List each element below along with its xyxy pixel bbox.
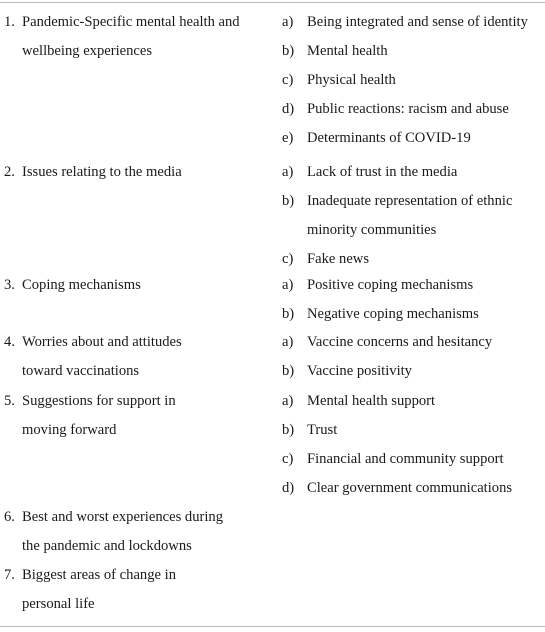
theme-7 [4, 561, 176, 619]
subtheme-marker: c) [282, 251, 294, 267]
theme-4 [4, 328, 182, 386]
subthemes-2 [282, 158, 512, 274]
theme-text: Issues relating to the media [22, 164, 182, 180]
subtheme-marker: b) [282, 306, 295, 322]
theme-text-cont: toward vaccinations [22, 363, 140, 379]
theme-number: 7. [4, 567, 15, 583]
subtheme-marker: a) [282, 277, 294, 293]
theme-text: Worries about and attitudes [22, 334, 182, 350]
theme-text: Biggest areas of change in [22, 567, 176, 583]
theme-text: Best and worst experiences during [22, 509, 224, 525]
theme-text-cont: moving forward [22, 422, 117, 438]
theme-text-cont: wellbeing experiences [22, 43, 153, 59]
theme-text: Pandemic-Specific mental health and [22, 14, 240, 30]
subtheme-marker: b) [282, 193, 295, 209]
theme-number: 3. [4, 277, 15, 293]
subtheme-text: Clear government communications [307, 480, 513, 496]
subtheme-text: Vaccine concerns and hesitancy [307, 334, 493, 350]
subtheme-text: Lack of trust in the media [307, 164, 458, 180]
theme-number: 1. [4, 14, 15, 30]
theme-6 [4, 503, 223, 561]
subtheme-text-cont: minority communities [307, 222, 437, 238]
theme-1 [4, 8, 240, 66]
subtheme-marker: c) [282, 451, 294, 467]
subtheme-text: Financial and community support [307, 451, 504, 467]
subtheme-text: Inadequate representation of ethnic [307, 193, 513, 209]
theme-5 [4, 387, 176, 445]
subtheme-marker: c) [282, 72, 294, 88]
subtheme-marker: b) [282, 43, 295, 59]
subtheme-marker: b) [282, 422, 295, 438]
theme-text-cont: personal life [22, 596, 95, 612]
subtheme-marker: d) [282, 480, 295, 496]
subtheme-text: Public reactions: racism and abuse [307, 101, 509, 117]
subtheme-text: Being integrated and sense of identity [307, 14, 528, 30]
subtheme-marker: a) [282, 164, 294, 180]
subthemes-4 [282, 328, 492, 386]
table-bottom-rule [0, 626, 545, 627]
subtheme-marker: d) [282, 101, 295, 117]
subthemes-1 [282, 8, 528, 153]
subtheme-text: Mental health support [307, 393, 436, 409]
theme-number: 6. [4, 509, 15, 525]
theme-3 [4, 271, 141, 300]
subtheme-text: Physical health [307, 72, 396, 88]
subtheme-marker: b) [282, 363, 295, 379]
subtheme-text: Mental health [307, 43, 388, 59]
table-top-rule [0, 2, 545, 3]
theme-text-cont: the pandemic and lockdowns [22, 538, 192, 554]
theme-number: 4. [4, 334, 15, 350]
subtheme-text: Negative coping mechanisms [307, 306, 479, 322]
subtheme-marker: a) [282, 334, 294, 350]
subtheme-marker: a) [282, 393, 294, 409]
subthemes-3 [282, 271, 479, 329]
theme-number: 2. [4, 164, 15, 180]
theme-2 [4, 158, 182, 187]
subtheme-text: Fake news [307, 251, 370, 267]
subtheme-text: Vaccine positivity [307, 363, 412, 379]
subthemes-5 [282, 387, 512, 503]
theme-text: Suggestions for support in [22, 393, 176, 409]
subtheme-text: Positive coping mechanisms [307, 277, 474, 293]
subtheme-marker: e) [282, 130, 294, 146]
subtheme-text: Determinants of COVID-19 [307, 130, 471, 146]
subtheme-marker: a) [282, 14, 294, 30]
subtheme-text: Trust [307, 422, 338, 438]
theme-number: 5. [4, 393, 15, 409]
theme-text: Coping mechanisms [22, 277, 141, 293]
